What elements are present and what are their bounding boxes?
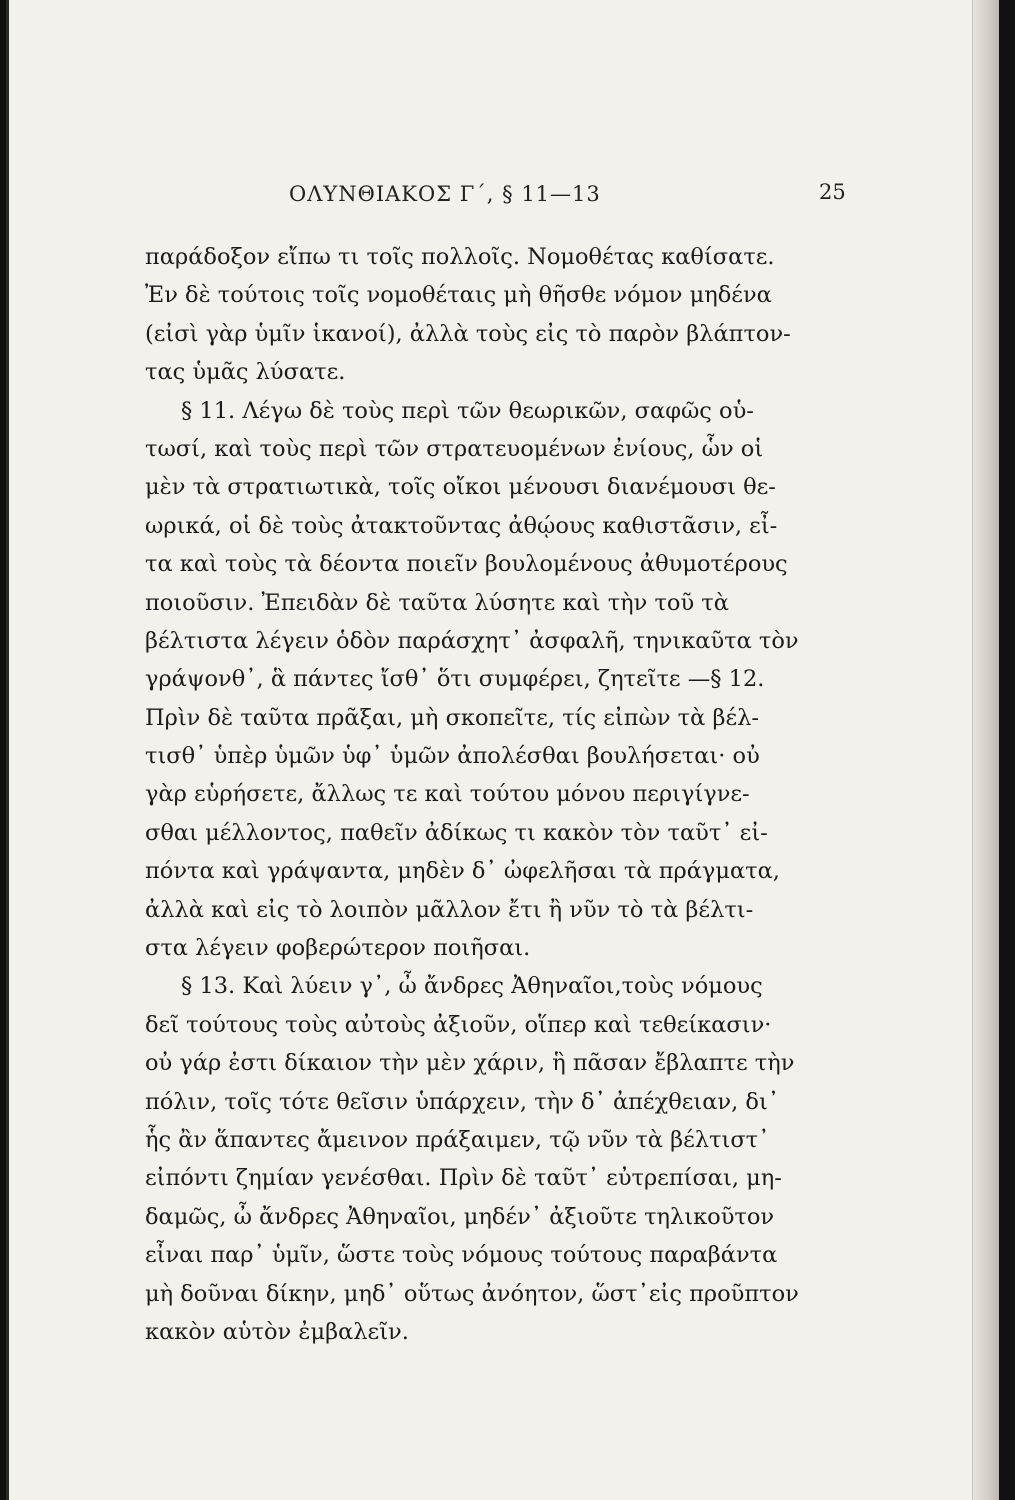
page-number: 25 <box>819 180 846 204</box>
text-line: εἶναι παρ᾽ ὑμῖν, ὥστε τοὺς νόμους τούτους παραβάντα <box>145 1242 778 1269</box>
text-line: δαμῶς, ὦ ἄνδρες Ἀθηναῖοι, μηδέν᾽ ἀξιοῦτε τηλικοῦτον <box>145 1203 775 1230</box>
text-line: ποιοῦσιν. Ἐπειδὰν δὲ ταῦτα λύσητε καὶ τὴν τοῦ τὰ <box>145 589 729 616</box>
text-line: τα καὶ τοὺς τὰ δέοντα ποιεῖν βουλομένους ἀθυμοτέρους <box>145 551 788 578</box>
text-line: μὴ δοῦναι δίκην, μηδ᾽ οὕτως ἀνόητον, ὥστ᾽εἰς προῦπτον <box>145 1280 799 1307</box>
text-line: τισθ᾽ ὑπὲρ ὑμῶν ὑφ᾽ ὑμῶν ἀπολέσθαι βουλήσεται· οὐ <box>145 743 760 770</box>
text-line: πόντα καὶ γράψαντα, μηδὲν δ᾽ ὠφελῆσαι τὰ πράγματα, <box>145 858 780 885</box>
text-line: σθαι μέλλοντος, παθεῖν ἀδίκως τι κακὸν τὸν ταῦτ᾽ εἰ- <box>145 819 768 846</box>
text-line: κακὸν αὑτὸν ἐμβαλεῖν. <box>145 1318 409 1345</box>
text-line: μὲν τὰ στρατιωτικὰ, τοῖς οἴκοι μένουσι διανέμουσι θε- <box>145 474 776 501</box>
text-line: τας ὑμᾶς λύσατε. <box>145 359 346 386</box>
text-line: οὐ γάρ ἐστι δίκαιον τὴν μὲν χάριν, ἣ πᾶσαν ἔβλαπτε τὴν <box>145 1050 795 1077</box>
text-line: ἧς ἂν ἅπαντες ἄμεινον πράξαιμεν, τῷ νῦν τὰ βέλτιστ᾽ <box>145 1126 770 1153</box>
section-13-start: § 13. Καὶ λύειν γ᾽, ὦ ἄνδρες Ἀθηναῖοι,τοὺς νόμους <box>181 973 763 1000</box>
text-line: παράδοξον εἴπω τι τοῖς πολλοῖς. Νομοθέτας καθίσατε. <box>145 244 775 270</box>
page-edge <box>972 0 999 1500</box>
text-line: πόλιν, τοῖς τότε θεῖσιν ὑπάρχειν, τὴν δ᾽ ἀπέχθειαν, δι᾽ <box>145 1088 780 1115</box>
body-text <box>145 238 829 1351</box>
section-11-start: § 11. Λέγω δὲ τοὺς περὶ τῶν θεωρικῶν, σαφῶς οὑ- <box>181 397 754 424</box>
text-line: Πρὶν δὲ ταῦτα πρᾶξαι, μὴ σκοπεῖτε, τίς εἰπὼν τὰ βέλ- <box>145 704 759 731</box>
text-line: Ἐν δὲ τούτοις τοῖς νομοθέταις μὴ θῆσθε νόμον μηδένα <box>145 282 772 309</box>
text-line: τωσί, καὶ τοὺς περὶ τῶν στρατευομένων ἐνίους, ὧν οἱ <box>145 435 764 462</box>
text-line: ωρικά, οἱ δὲ τοὺς ἀτακτοῦντας ἀθῴους καθιστᾶσιν, εἶ- <box>145 512 778 539</box>
text-line: βέλτιστα λέγειν ὁδὸν παράσχητ᾽ ἀσφαλῆ, τηνικαῦτα τὸν <box>145 627 799 654</box>
text-line: δεῖ τούτους τοὺς αὐτοὺς ἀξιοῦν, οἵπερ καὶ τεθείκασιν· <box>145 1011 772 1038</box>
text-line: ἀλλὰ καὶ εἰς τὸ λοιπὸν μᾶλλον ἔτι ἢ νῦν τὸ τὰ βέλτι- <box>145 896 754 923</box>
text-line: γὰρ εὑρήσετε, ἄλλως τε καὶ τούτου μόνου περιγίγνε- <box>145 781 750 808</box>
running-title: ΟΛΥΝΘΙΑΚΟΣ Γ΄, § 11—13 <box>289 182 601 206</box>
text-line: στα λέγειν φοβερώτερον ποιῆσαι. <box>145 935 531 962</box>
text-line: γράψονθ᾽, ἃ πάντες ἴσθ᾽ ὅτι συμφέρει, ζητεῖτε —§ 12. <box>145 666 765 693</box>
book-page <box>6 0 999 1500</box>
text-line: εἰπόντι ζημίαν γενέσθαι. Πρὶν δὲ ταῦτ᾽ εὐτρεπίσαι, μη- <box>145 1165 782 1192</box>
text-line: (εἰσὶ γὰρ ὑμῖν ἱκανοί), ἀλλὰ τοὺς εἰς τὸ παρὸν βλάπτον- <box>145 320 791 347</box>
